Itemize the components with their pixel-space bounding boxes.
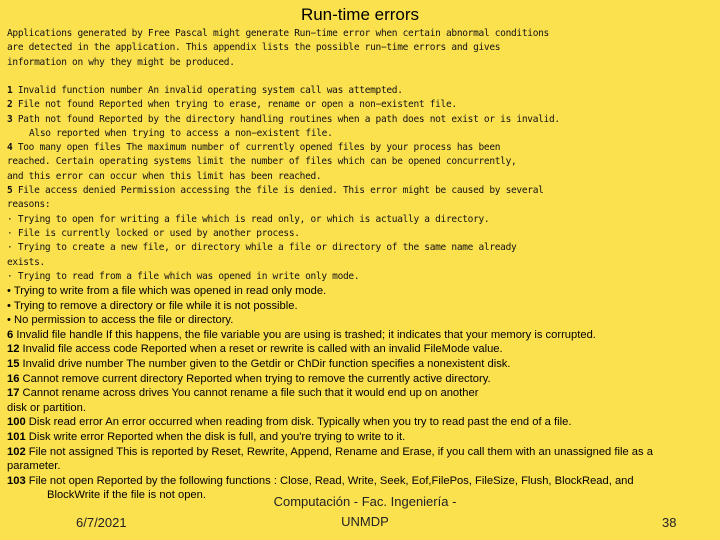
error-text: · Trying to read from a file which was opened in write only mode. (7, 270, 360, 282)
error-text: Path not found Reported by the directory handling routines when a path does not exist or is invalid. (12, 113, 560, 125)
intro-paragraph (7, 27, 717, 70)
error-line (7, 342, 713, 357)
error-text: and this error can occur when this limit has been reached. (7, 170, 322, 182)
error-line (7, 127, 717, 141)
error-text: Cannot rename across drives You cannot rename a file such that it would end up on another (19, 387, 479, 400)
error-text: • Trying to remove a directory or file while it is not possible. (7, 299, 298, 312)
error-line (7, 155, 717, 169)
intro-line: are detected in the application. This appendix lists the possible run−time errors and gives (7, 42, 501, 54)
error-line (7, 270, 717, 284)
error-code: 1 (7, 85, 13, 96)
error-code: 102 (7, 445, 26, 458)
error-text: · Trying to open for writing a file which is read only, or which is actually a directory. (7, 213, 490, 225)
error-code: 103 (7, 474, 26, 487)
error-line (7, 227, 717, 241)
error-line (7, 184, 717, 198)
footer-course-line1: Computación - Fac. Ingeniería - (273, 494, 457, 509)
error-line (7, 372, 713, 387)
error-line (7, 415, 713, 430)
error-text: Disk write error Reported when the disk is full, and you're trying to write to it. (25, 430, 406, 443)
footer-date: 6/7/2021 (76, 515, 127, 530)
slide-title: Run-time errors (300, 5, 420, 24)
error-code: 3 (7, 113, 13, 125)
intro-line: information on why they might be produced. (7, 56, 235, 68)
error-text: · File is currently locked or used by another process. (7, 227, 300, 239)
error-line (7, 328, 713, 343)
error-text: File not found Reported when trying to erase, rename or open a non−existent file. (12, 99, 457, 111)
error-line (7, 459, 713, 474)
error-code: 2 (7, 99, 13, 111)
error-line (7, 313, 713, 328)
error-text: Invalid file access code Reported when a reset or rewrite is called with an invalid FileMode value. (19, 343, 503, 356)
error-text: Invalid file handle If this happens, the file variable you are using is trashed; it indicates that your memory is corrupted. (13, 328, 596, 341)
error-line (7, 357, 713, 372)
error-line (7, 241, 717, 255)
error-text: Cannot remove current directory Reported when trying to remove the currently active directory. (19, 372, 491, 385)
error-line (7, 170, 717, 184)
error-text: • No permission to access the file or directory. (7, 314, 234, 327)
error-line (7, 474, 713, 489)
error-line (7, 386, 713, 401)
error-code: 6 (7, 328, 14, 341)
error-text: parameter. (7, 460, 61, 473)
error-code: 15 (7, 357, 20, 370)
error-list-sans (7, 284, 713, 503)
error-line (7, 284, 713, 299)
error-line (7, 213, 717, 227)
error-line (7, 299, 713, 314)
error-line (7, 445, 713, 460)
error-line (7, 256, 717, 270)
error-line (7, 430, 713, 445)
error-list-mono (7, 84, 717, 284)
error-text: Too many open files The maximum number of currently opened files by your process has been (12, 142, 501, 154)
error-line (7, 113, 717, 127)
error-code: 4 (7, 142, 13, 154)
error-text: Invalid function number An invalid operating system call was attempted. (12, 85, 403, 96)
intro-line: Applications generated by Free Pascal might generate Run−time error when certain abnormal conditions (7, 28, 549, 39)
error-text: File not open Reported by the following functions : Close, Read, Write, Seek, Eof,FilePos, FileSize, Flush, BlockRead, and (25, 474, 634, 487)
error-text: File access denied Permission accessing the file is denied. This error might be caused by several (12, 185, 544, 197)
footer-course-line2: UNMDP (341, 514, 389, 529)
error-text: disk or partition. (7, 401, 86, 414)
error-text: · Trying to create a new file, or directory while a file or directory of the same name already (7, 242, 517, 254)
footer-course (260, 492, 470, 532)
error-line (7, 401, 713, 416)
error-text: Disk read error An error occurred when reading from disk. Typically when you try to read past the end of a file. (25, 416, 572, 429)
error-text: BlockWrite if the file is not open. (47, 489, 206, 502)
error-line (7, 141, 717, 155)
error-text: Invalid drive number The number given to the Getdir or ChDir function specifies a nonexistent disk. (19, 357, 511, 370)
error-code: 101 (7, 430, 26, 443)
error-code: 12 (7, 343, 20, 356)
error-text: reached. Certain operating systems limit the number of files which can be opened concurrently, (7, 156, 517, 168)
error-line (7, 98, 717, 112)
error-code: 5 (7, 185, 13, 197)
error-code: 17 (7, 387, 20, 400)
error-text: • Trying to write from a file which was opened in read only mode. (7, 285, 327, 297)
error-text: File not assigned This is reported by Reset, Rewrite, Append, Rename and Erase, if you call them with an unassigned file as a (25, 445, 653, 458)
error-line (7, 198, 717, 212)
error-text: Also reported when trying to access a non−existent file. (29, 127, 333, 139)
error-text: reasons: (7, 199, 51, 211)
error-code: 100 (7, 416, 26, 429)
footer-page-number: 38 (662, 515, 677, 530)
error-line (7, 84, 717, 98)
error-code: 16 (7, 372, 20, 385)
error-text: exists. (7, 256, 45, 268)
